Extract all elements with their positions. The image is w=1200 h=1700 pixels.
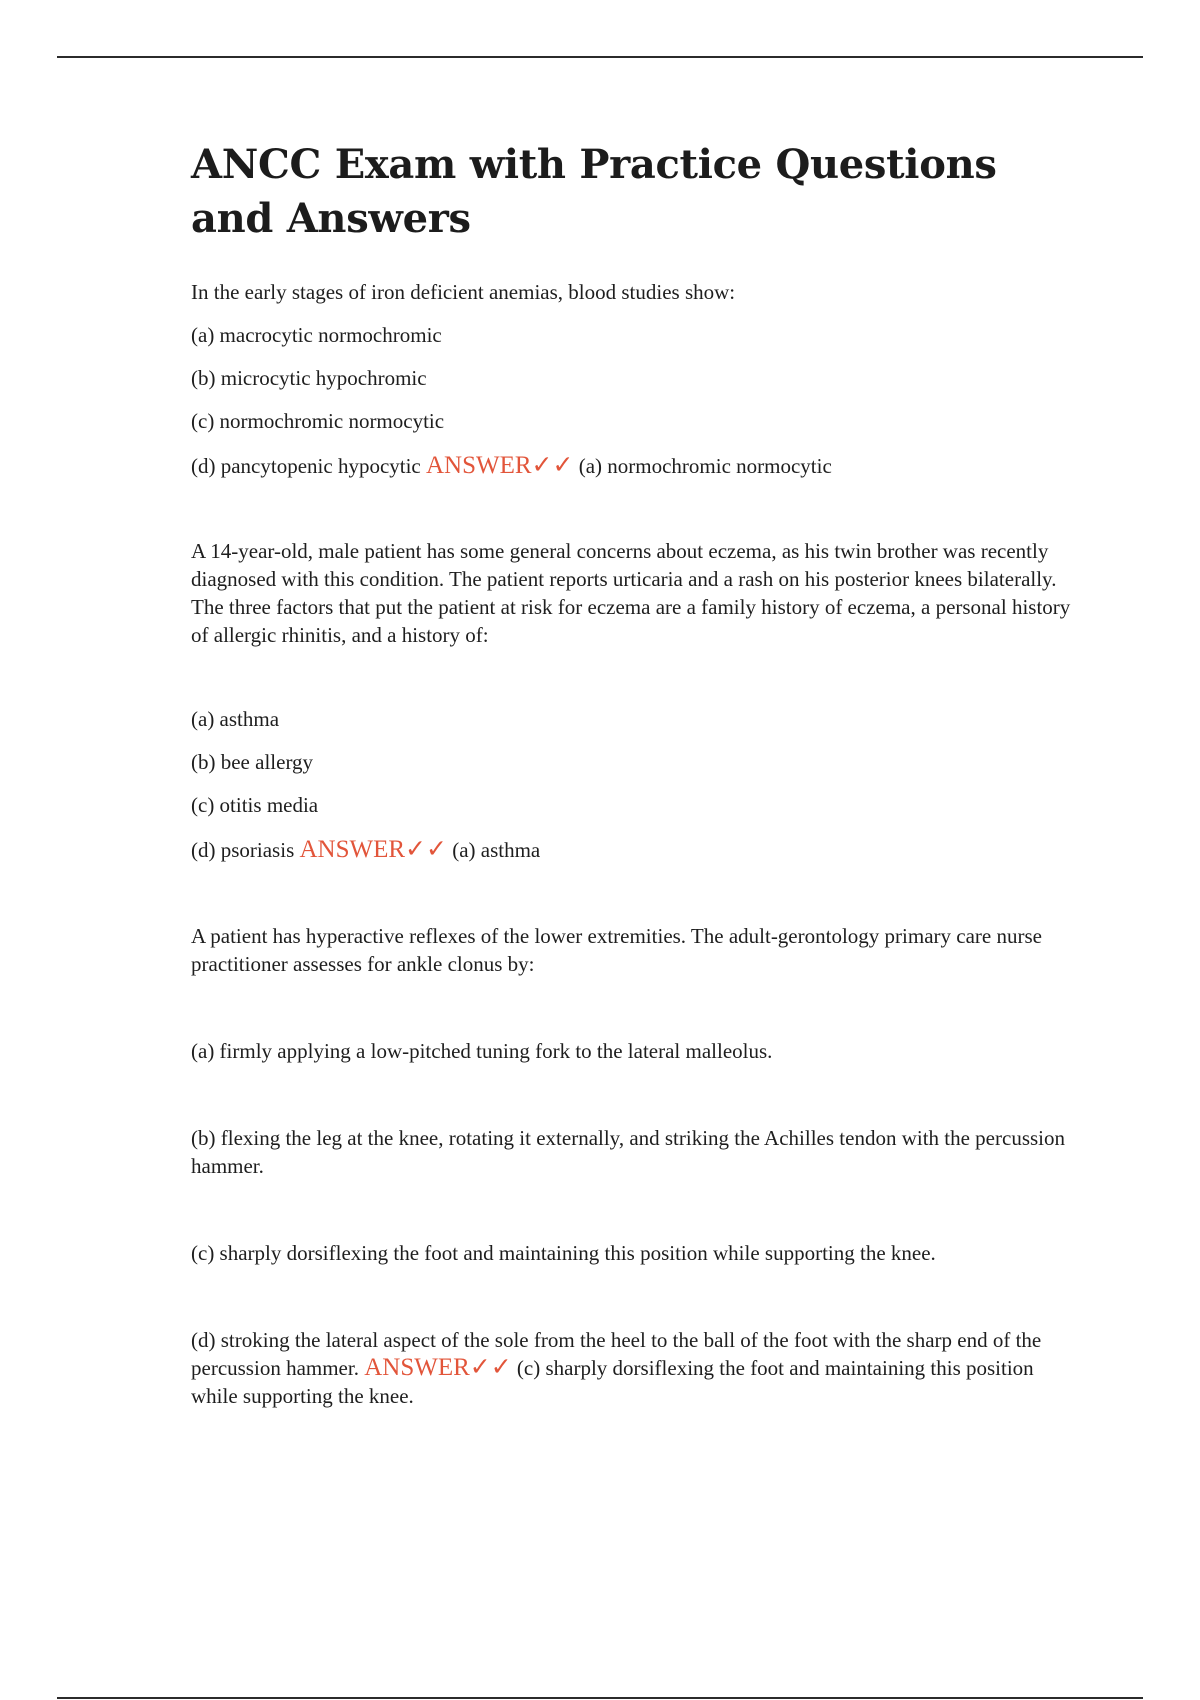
question-1-option-d: (d) pancytopenic hypocytic <box>191 454 421 478</box>
document-body <box>191 138 1071 1410</box>
question-2-stem: A 14-year-old, male patient has some general concerns about eczema, as his twin brother was recently diagnosed with this condition. The patient reports urticaria and a rash on his posterior knees bilaterally. The three factors that put the patient at risk for eczema are a family history of eczema, a personal history of allergic rhinitis, and a history of: <box>191 539 1071 647</box>
question-3-option-b: (b) flexing the leg at the knee, rotating it externally, and striking the Achilles tendon with the percussion hammer. <box>191 1126 1065 1178</box>
answer-label: ANSWER✓✓ <box>426 452 574 479</box>
question-1-option-a: (a) macrocytic normochromic <box>191 323 442 347</box>
question-2-option-a: (a) asthma <box>191 707 280 731</box>
question-3-stem: A patient has hyperactive reflexes of the lower extremities. The adult-gerontology primary care nurse practitioner assesses for ankle clonus by: <box>191 924 1042 976</box>
top-rule <box>57 56 1143 58</box>
answer-label: ANSWER✓✓ <box>299 836 447 863</box>
question-1-last-line <box>191 452 1071 480</box>
question-3-option-c: (c) sharply dorsiflexing the foot and maintaining this position while supporting the knee. <box>191 1241 936 1265</box>
question-2-option-d: (d) psoriasis <box>191 838 295 862</box>
question-1-answer: (a) normochromic normocytic <box>578 454 832 478</box>
question-3-option-d: (d) stroking the lateral aspect of the sole from the heel to the ball of the foot with the sharp end of the percussion hammer. <box>191 1328 1042 1380</box>
answer-label: ANSWER✓✓ <box>364 1354 512 1381</box>
question-1-option-b: (b) microcytic hypochromic <box>191 366 427 390</box>
question-1-stem: In the early stages of iron deficient anemias, blood studies show: <box>191 280 736 304</box>
question-2-last-line <box>191 836 1071 864</box>
document-title: ANCC Exam with Practice Questions and Answers <box>191 141 997 242</box>
question-3-answer: (c) sharply dorsiflexing the foot and maintaining this position while supporting the knee. <box>191 1356 1034 1408</box>
question-2-option-b: (b) bee allergy <box>191 750 314 774</box>
question-2-option-c: (c) otitis media <box>191 793 319 817</box>
question-1-option-c: (c) normochromic normocytic <box>191 409 445 433</box>
question-3-option-a: (a) firmly applying a low-pitched tuning fork to the lateral malleolus. <box>191 1039 773 1063</box>
question-3-last-line <box>191 1326 1071 1410</box>
bottom-rule <box>57 1697 1143 1699</box>
question-2-answer: (a) asthma <box>452 838 541 862</box>
